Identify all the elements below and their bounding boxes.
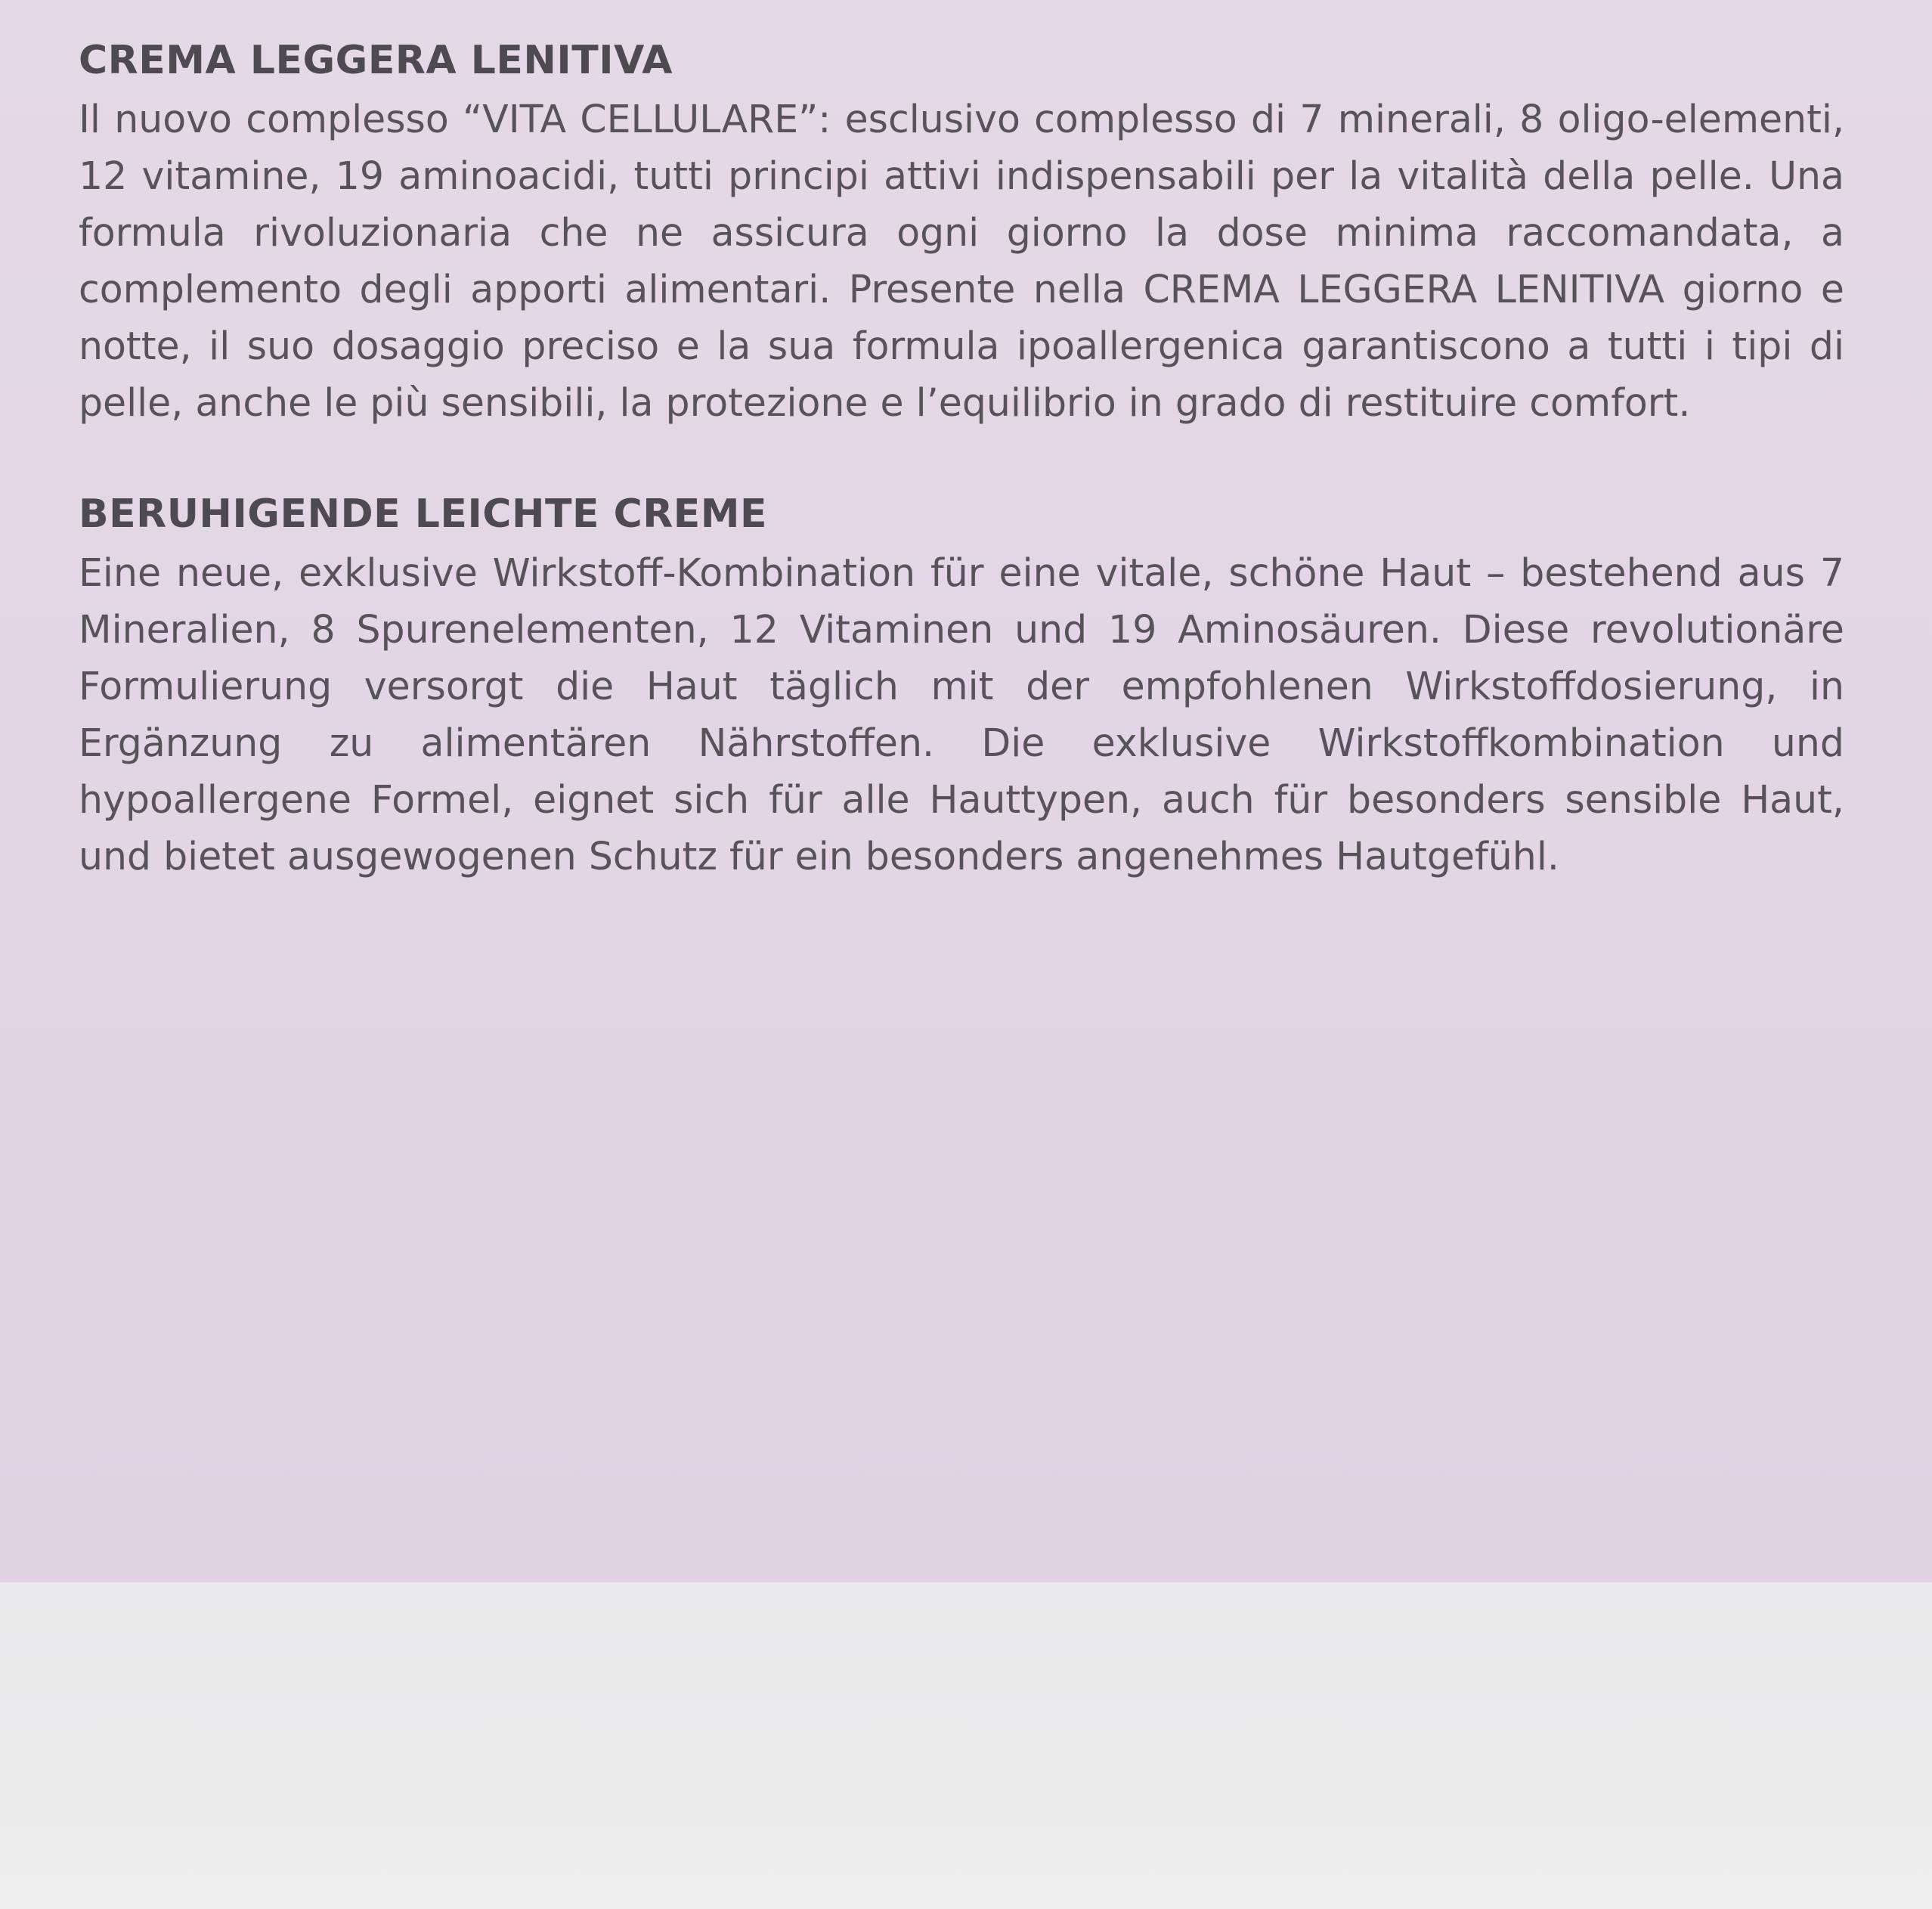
text-content <box>79 30 1844 937</box>
section-italian <box>79 30 1844 431</box>
bottom-strip <box>0 1582 1932 1909</box>
section-body-german: Eine neue, exklusive Wirkstoff-Kombination für eine vitale, schöne Haut – bestehend aus 7 Mineralien, 8 Spurenelementen, 12 Vitaminen und 19 Aminosäuren. Diese revolutionäre Formulierung versorgt die Haut täglich mit der empfohlenen Wirkstoffdosierung, in Ergänzung zu alimentären Nährstoffen. Die exklusive Wirkstoffkombination und hypoallergene Formel, eignet sich für alle Hauttypen, auch für besonders sensible Haut, und bietet ausgewogenen Schutz für ein besonders angenehmes Hautgefühl. <box>79 550 1844 879</box>
section-heading-italian: CREMA LEGGERA LENITIVA <box>79 38 673 83</box>
section-german <box>79 484 1844 885</box>
section-heading-german: BERUHIGENDE LEICHTE CREME <box>79 491 768 537</box>
section-body-italian: Il nuovo complesso “VITA CELLULARE”: esclusivo complesso di 7 minerali, 8 oligo-elementi, 12 vitamine, 19 aminoacidi, tutti principi attivi indispensabili per la vitalità della pelle. Una formula rivoluzionaria che ne assicura ogni giorno la dose minima raccomandata, a complemento degli apporti alimentari. Presente nella CREMA LEGGERA LENITIVA giorno e notte, il suo dosaggio preciso e la sua formula ipoallergenica garantiscono a tutti i tipi di pelle, anche le più sensibili, la protezione e l’equilibrio in grado di restituire comfort. <box>79 97 1844 425</box>
